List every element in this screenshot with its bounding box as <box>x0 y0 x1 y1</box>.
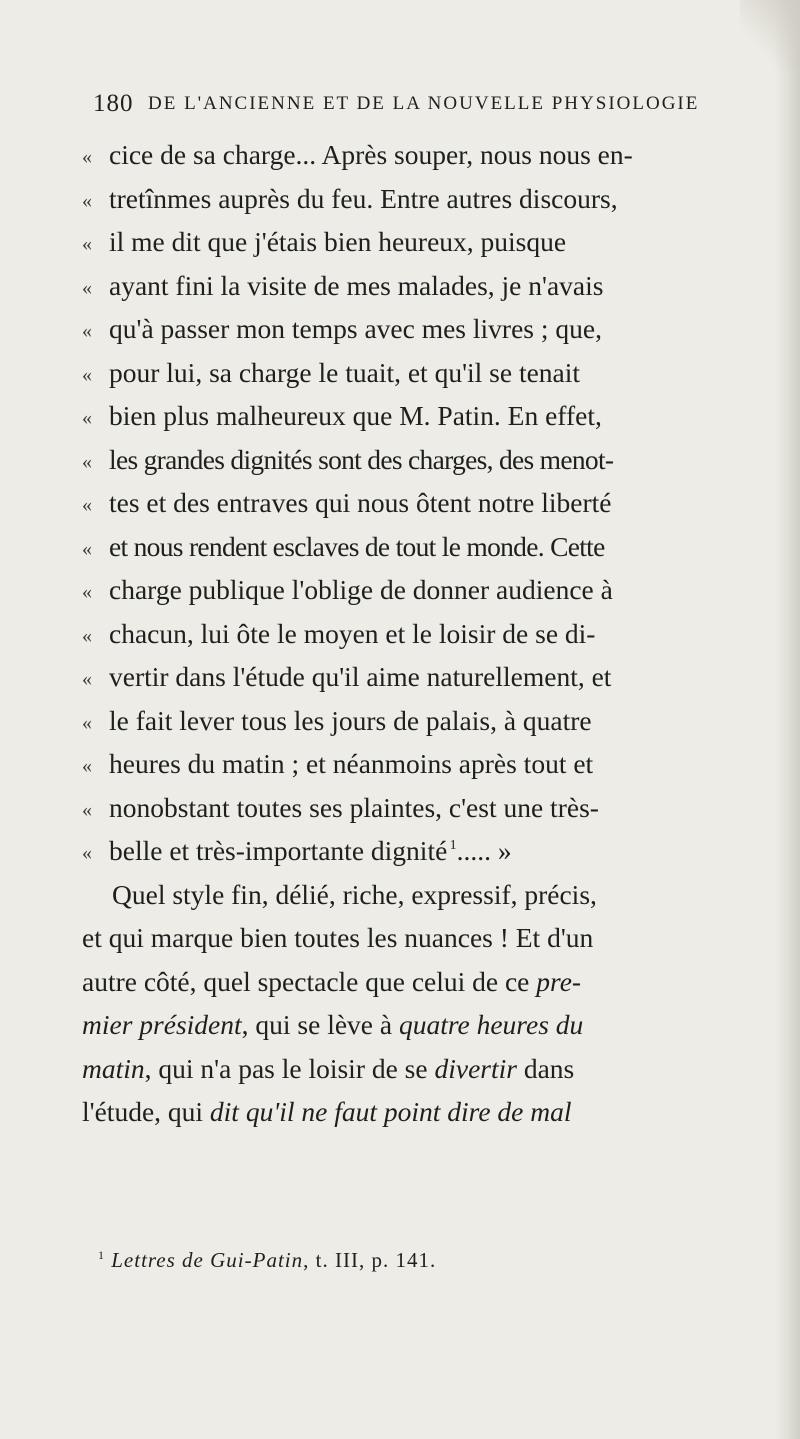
quote-line-text: le fait lever tous les jours de palais, à quatre <box>109 704 592 736</box>
quote-line <box>82 307 742 351</box>
page-header <box>93 90 733 124</box>
quote-line-text: qu'à passer mon temps avec mes livres ; que, <box>109 313 602 344</box>
quote-mark: « <box>82 189 92 212</box>
quote-ellipsis: ..... » <box>456 835 512 866</box>
paragraph-line <box>82 916 742 960</box>
quote-mark: « <box>82 276 92 299</box>
quote-mark: « <box>82 233 92 255</box>
footnote-reference-text: , t. III, p. 141. <box>303 1248 437 1272</box>
quote-line <box>82 568 742 612</box>
quote-mark: « <box>82 407 92 429</box>
paragraph-text: autre côté, quel spectacle que celui de ce <box>82 965 537 997</box>
quote-line-text: tes et des entraves qui nous ôtent notre liberté <box>109 487 612 518</box>
footnote-title: Lettres de Gui-Patin <box>111 1248 304 1272</box>
page-edge-shadow <box>774 0 800 1439</box>
quote-mark: « <box>82 668 92 690</box>
paragraph-text: et qui marque bien toutes les nuances ! Et d'un <box>82 922 594 953</box>
quote-line <box>82 220 742 264</box>
quote-mark: « <box>82 363 92 386</box>
quote-line <box>82 133 742 177</box>
quote-line-text: vertir dans l'étude qu'il aime naturellement, et <box>109 661 612 692</box>
page-corner-shadow <box>740 0 800 70</box>
quote-line-text: il me dit que j'étais bien heureux, puisque <box>109 226 567 257</box>
quote-mark: « <box>82 711 92 734</box>
quote-line-text: pour lui, sa charge le tuait, et qu'il se tenait <box>109 356 581 388</box>
quote-line <box>82 264 742 308</box>
paragraph-line <box>82 1047 742 1091</box>
italic-text: divertir <box>434 1052 517 1084</box>
quote-mark: « <box>82 494 92 516</box>
paragraph-line <box>82 960 742 1004</box>
quote-line <box>82 525 742 569</box>
paragraph-line <box>82 873 742 917</box>
quote-mark: « <box>82 320 92 342</box>
quote-line <box>82 699 742 743</box>
quote-line-text: bien plus malheureux que M. Patin. En effet, <box>109 400 602 431</box>
quote-line-text: belle et très-importante dignité <box>109 835 448 866</box>
italic-text: mier président <box>82 1009 242 1040</box>
running-title: DE L'ANCIENNE ET DE LA NOUVELLE PHYSIOLOGIE <box>148 93 700 114</box>
quote-line <box>82 177 742 221</box>
quote-line-text: les grandes dignités sont des charges, des menot- <box>109 443 614 475</box>
italic-text: quatre heures du <box>398 1009 584 1040</box>
quote-line-text: et nous rendent esclaves de tout le monde. Cette <box>109 530 605 562</box>
paragraph-line <box>82 1090 742 1134</box>
quote-line-text: chacun, lui ôte le moyen et le loisir de se di- <box>109 617 596 649</box>
page-number: 180 <box>93 90 134 117</box>
quote-line-text: heures du matin ; et néanmoins après tout et <box>109 748 594 779</box>
quote-mark: « <box>82 624 92 647</box>
quote-line <box>82 829 742 873</box>
italic-text: matin <box>82 1052 145 1084</box>
footnote-marker: 1 <box>98 1248 105 1262</box>
italic-text: pre- <box>536 965 582 997</box>
paragraph-text: Quel style fin, délié, riche, expressif, précis, <box>112 878 597 910</box>
body-text <box>82 133 742 1134</box>
quote-line <box>82 742 742 786</box>
quote-line <box>82 438 742 482</box>
quote-line-text: ayant fini la visite de mes malades, je n'avais <box>109 269 604 301</box>
quote-line <box>82 481 742 525</box>
quote-line <box>82 612 742 656</box>
quote-line <box>82 786 742 830</box>
quote-line-text: tretînmes auprès du feu. Entre autres discours, <box>109 182 618 214</box>
footnote <box>98 1248 436 1273</box>
quote-line <box>82 394 742 438</box>
quote-mark: « <box>82 146 92 168</box>
quote-line-text: charge publique l'oblige de donner audience à <box>109 574 613 605</box>
quote-mark: « <box>82 842 92 864</box>
quote-mark: « <box>82 450 92 473</box>
paragraph-text: dans <box>516 1052 575 1084</box>
paragraph-line <box>82 1003 742 1047</box>
quote-mark: « <box>82 537 92 560</box>
paragraph-text: , qui se lève à <box>241 1009 399 1040</box>
italic-text: dit qu'il ne faut point dire de mal <box>209 1096 572 1127</box>
quote-line <box>82 351 742 395</box>
footnote-reference[interactable]: 1 <box>449 838 457 853</box>
quote-mark: « <box>82 755 92 777</box>
quote-line-text: nonobstant toutes ses plaintes, c'est une très- <box>109 791 599 823</box>
paragraph-text: l'étude, qui <box>82 1096 210 1127</box>
quote-mark: « <box>82 581 92 603</box>
paragraph-text: , qui n'a pas le loisir de se <box>144 1052 435 1084</box>
quote-mark: « <box>82 798 92 821</box>
quote-line-text: cice de sa charge... Après souper, nous nous en- <box>109 139 633 170</box>
quote-line <box>82 655 742 699</box>
